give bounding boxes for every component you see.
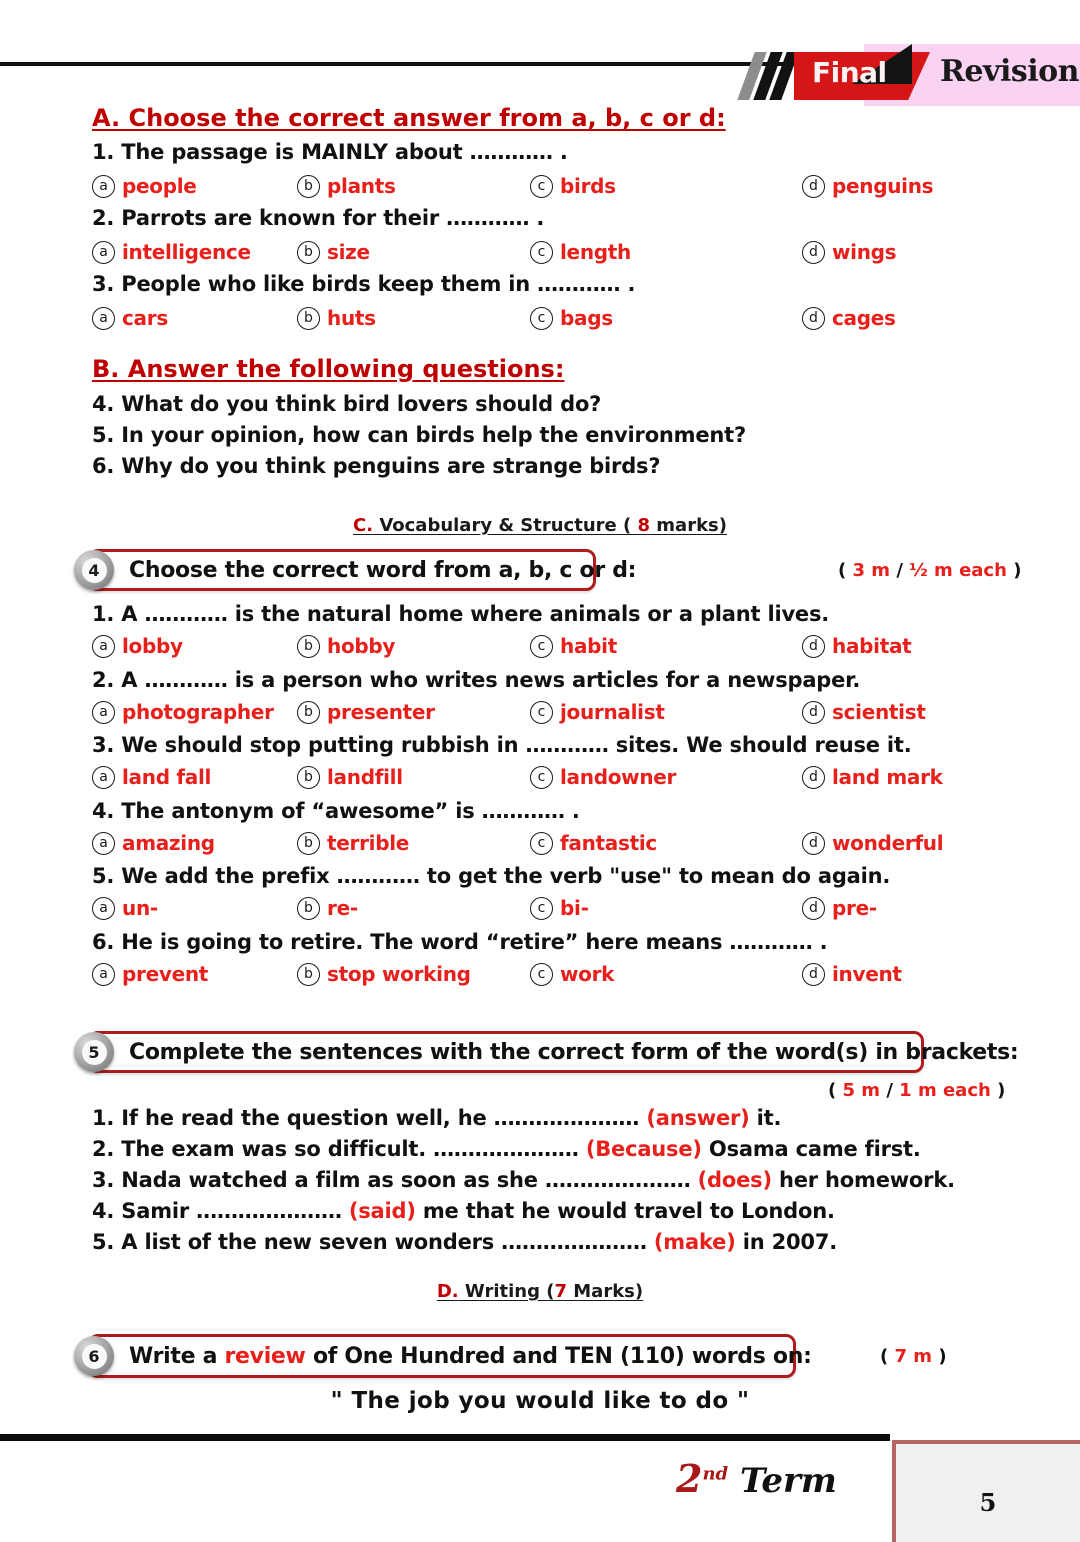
task-5-marks-each: 1 m each bbox=[899, 1080, 991, 1101]
option-marker-d: d bbox=[802, 766, 825, 789]
reading-question-1-options bbox=[92, 174, 1022, 204]
option-label-b: presenter bbox=[327, 700, 435, 724]
task-6-number-badge bbox=[74, 1336, 114, 1376]
bracket-sentence-4 bbox=[92, 1199, 835, 1223]
task-6-marks-total: 7 m bbox=[894, 1346, 933, 1367]
option-d[interactable] bbox=[802, 962, 902, 986]
section-c-marks: 8 bbox=[637, 515, 651, 536]
option-c[interactable] bbox=[530, 174, 616, 198]
section-b-heading: B. Answer the following questions: bbox=[92, 355, 565, 383]
option-label-c: landowner bbox=[560, 765, 677, 789]
bracket-sentence-2-word: (Because) bbox=[585, 1137, 702, 1161]
option-marker-b: b bbox=[297, 635, 320, 658]
reading-question-2-options bbox=[92, 240, 1022, 270]
option-b[interactable] bbox=[297, 831, 409, 855]
bracket-sentence-5-word: (make) bbox=[653, 1230, 736, 1254]
vocab-item-1-stem: 1. A ………… is the natural home where animals or a plant lives. bbox=[92, 602, 830, 626]
option-marker-d: d bbox=[802, 175, 825, 198]
option-label-d: pre- bbox=[832, 896, 877, 920]
option-label-a: intelligence bbox=[122, 240, 251, 264]
option-marker-c: c bbox=[530, 963, 553, 986]
bracket-sentence-1-pre: 1. If he read the question well, he ………………… bbox=[92, 1106, 647, 1130]
option-label-c: birds bbox=[560, 174, 616, 198]
vocab-item-4-options bbox=[92, 831, 1022, 861]
option-label-a: amazing bbox=[122, 831, 215, 855]
option-marker-d: d bbox=[802, 307, 825, 330]
bracket-sentence-3 bbox=[92, 1168, 955, 1192]
task-4-marks-open: ( bbox=[838, 560, 853, 581]
option-d[interactable] bbox=[802, 700, 926, 724]
section-d-title: Writing ( bbox=[458, 1281, 555, 1302]
bracket-sentence-5 bbox=[92, 1230, 837, 1254]
option-label-c: work bbox=[560, 962, 615, 986]
vocab-item-2-stem: 2. A ………… is a person who writes news articles for a newspaper. bbox=[92, 668, 861, 692]
task-6-header-box[interactable] bbox=[88, 1334, 812, 1378]
section-d-letter: D. bbox=[436, 1281, 459, 1302]
section-a-heading: A. Choose the correct answer from a, b, c or d: bbox=[92, 104, 726, 132]
option-b[interactable] bbox=[297, 306, 376, 330]
reading-question-3-stem: 3. People who like birds keep them in ………… . bbox=[92, 272, 636, 296]
option-marker-c: c bbox=[530, 766, 553, 789]
option-d[interactable] bbox=[802, 240, 896, 264]
bracket-sentence-4-post: me that he would travel to London. bbox=[415, 1199, 835, 1223]
option-label-d: scientist bbox=[832, 700, 926, 724]
option-marker-c: c bbox=[530, 897, 553, 920]
option-marker-d: d bbox=[802, 963, 825, 986]
option-label-c: fantastic bbox=[560, 831, 657, 855]
option-marker-a: a bbox=[92, 766, 115, 789]
option-label-a: un- bbox=[122, 896, 158, 920]
option-marker-a: a bbox=[92, 175, 115, 198]
vocab-item-6-stem: 6. He is going to retire. The word “retire” here means ………… . bbox=[92, 930, 828, 954]
option-label-a: lobby bbox=[122, 634, 183, 658]
option-marker-b: b bbox=[297, 963, 320, 986]
option-a[interactable] bbox=[92, 896, 158, 920]
reading-question-1-stem: 1. The passage is MAINLY about ………… . bbox=[92, 140, 568, 164]
option-marker-b: b bbox=[297, 701, 320, 724]
option-b[interactable] bbox=[297, 896, 358, 920]
option-marker-b: b bbox=[297, 832, 320, 855]
option-label-d: wonderful bbox=[832, 831, 944, 855]
task-5-title: Complete the sentences with the correct form of the word(s) in brackets: bbox=[129, 1039, 1019, 1065]
bracket-sentence-1-word: (answer) bbox=[646, 1106, 750, 1130]
page-number: 5 bbox=[979, 1487, 997, 1517]
task-5-marks-close: ) bbox=[990, 1080, 1006, 1101]
option-c[interactable] bbox=[530, 831, 657, 855]
option-marker-d: d bbox=[802, 832, 825, 855]
option-a[interactable] bbox=[92, 700, 274, 724]
task-6-title-keyword: review bbox=[224, 1343, 306, 1369]
option-label-d: penguins bbox=[832, 174, 934, 198]
task-4-title: Choose the correct word from a, b, c or d: bbox=[129, 557, 637, 583]
task-5-number: 5 bbox=[82, 1040, 107, 1065]
task-4-marks-total: 3 m bbox=[852, 560, 891, 581]
option-label-b: huts bbox=[327, 306, 376, 330]
option-c[interactable] bbox=[530, 306, 613, 330]
bracket-sentence-5-pre: 5. A list of the new seven wonders ………………… bbox=[92, 1230, 654, 1254]
task-5-number-badge bbox=[74, 1032, 114, 1072]
option-marker-c: c bbox=[530, 832, 553, 855]
option-marker-a: a bbox=[92, 635, 115, 658]
option-label-c: journalist bbox=[560, 700, 665, 724]
section-c-letter: C. bbox=[352, 515, 374, 536]
bracket-sentence-1 bbox=[92, 1106, 781, 1130]
task-5-marks bbox=[828, 1080, 1005, 1101]
option-b[interactable] bbox=[297, 765, 403, 789]
bracket-sentence-4-word: (said) bbox=[348, 1199, 416, 1223]
section-d-marks: 7 bbox=[554, 1281, 567, 1302]
option-marker-c: c bbox=[530, 175, 553, 198]
section-c-marks-suffix: marks) bbox=[650, 515, 727, 536]
bracket-sentence-2-post: Osama came first. bbox=[701, 1137, 921, 1161]
task-6-marks-open: ( bbox=[880, 1346, 895, 1367]
option-d[interactable] bbox=[802, 174, 933, 198]
option-label-a: photographer bbox=[122, 700, 274, 724]
option-d[interactable] bbox=[802, 634, 911, 658]
bracket-sentence-2-pre: 2. The exam was so difficult. ………………… bbox=[92, 1137, 586, 1161]
option-label-b: hobby bbox=[327, 634, 396, 658]
option-d[interactable] bbox=[802, 306, 896, 330]
section-d-marks-suffix: Marks) bbox=[567, 1281, 644, 1302]
option-label-a: people bbox=[122, 174, 197, 198]
answer-question-4: 4. What do you think bird lovers should do? bbox=[92, 392, 602, 416]
vocab-item-6-options bbox=[92, 962, 1022, 992]
banner-revision-label: Revision bbox=[940, 54, 1079, 89]
option-b[interactable] bbox=[297, 634, 395, 658]
option-b[interactable] bbox=[297, 240, 370, 264]
option-a[interactable] bbox=[92, 765, 211, 789]
option-marker-c: c bbox=[530, 307, 553, 330]
option-label-c: bi- bbox=[560, 896, 589, 920]
option-marker-c: c bbox=[530, 241, 553, 264]
option-marker-a: a bbox=[92, 963, 115, 986]
header-divider-rule bbox=[0, 62, 864, 66]
task-5-marks-open: ( bbox=[828, 1080, 843, 1101]
term-number: 2 bbox=[676, 1456, 703, 1501]
option-marker-a: a bbox=[92, 897, 115, 920]
section-c-heading bbox=[0, 515, 1080, 536]
option-a[interactable] bbox=[92, 174, 197, 198]
reading-question-3-options bbox=[92, 306, 1022, 336]
option-c[interactable] bbox=[530, 962, 614, 986]
vocab-item-3-options bbox=[92, 765, 1022, 795]
section-d-heading bbox=[0, 1281, 1080, 1302]
term-label bbox=[676, 1456, 837, 1501]
option-marker-b: b bbox=[297, 175, 320, 198]
task-6-number: 6 bbox=[82, 1344, 107, 1369]
option-label-d: land mark bbox=[832, 765, 943, 789]
option-c[interactable] bbox=[530, 634, 617, 658]
vocab-item-3-stem: 3. We should stop putting rubbish in ………… sites. We should reuse it. bbox=[92, 733, 912, 757]
answer-question-5: 5. In your opinion, how can birds help the environment? bbox=[92, 423, 746, 447]
option-marker-a: a bbox=[92, 307, 115, 330]
option-c[interactable] bbox=[530, 240, 631, 264]
option-a[interactable] bbox=[92, 962, 208, 986]
option-marker-a: a bbox=[92, 832, 115, 855]
option-d[interactable] bbox=[802, 896, 877, 920]
option-marker-d: d bbox=[802, 241, 825, 264]
bracket-sentence-3-word: (does) bbox=[697, 1168, 772, 1192]
bracket-sentence-3-post: her homework. bbox=[771, 1168, 955, 1192]
vocab-item-5-stem: 5. We add the prefix ………… to get the verb "use" to mean do again. bbox=[92, 864, 891, 888]
task-4-header-box[interactable] bbox=[88, 549, 637, 591]
reading-question-2-stem: 2. Parrots are known for their ………… . bbox=[92, 206, 545, 230]
option-marker-c: c bbox=[530, 635, 553, 658]
option-label-d: invent bbox=[832, 962, 902, 986]
option-marker-b: b bbox=[297, 766, 320, 789]
option-label-d: wings bbox=[832, 240, 897, 264]
task-4-number-badge bbox=[74, 550, 114, 590]
option-d[interactable] bbox=[802, 765, 943, 789]
option-a[interactable] bbox=[92, 240, 251, 264]
bracket-sentence-2 bbox=[92, 1137, 921, 1161]
option-marker-c: c bbox=[530, 701, 553, 724]
task-4-marks-each: ½ m each bbox=[909, 560, 1007, 581]
vocab-item-5-options bbox=[92, 896, 1022, 926]
option-b[interactable] bbox=[297, 174, 396, 198]
option-marker-a: a bbox=[92, 241, 115, 264]
bracket-sentence-1-post: it. bbox=[749, 1106, 782, 1130]
term-word: Term bbox=[739, 1461, 837, 1501]
option-b[interactable] bbox=[297, 700, 435, 724]
option-label-a: land fall bbox=[122, 765, 212, 789]
task-4-marks-sep: / bbox=[890, 560, 910, 581]
option-a[interactable] bbox=[92, 306, 168, 330]
option-a[interactable] bbox=[92, 634, 183, 658]
task-6-title bbox=[129, 1344, 812, 1369]
task-5-marks-sep: / bbox=[880, 1080, 900, 1101]
option-label-b: stop working bbox=[327, 962, 471, 986]
task-5-marks-total: 5 m bbox=[842, 1080, 881, 1101]
option-label-b: landfill bbox=[327, 765, 403, 789]
option-c[interactable] bbox=[530, 765, 676, 789]
answer-question-6: 6. Why do you think penguins are strange birds? bbox=[92, 454, 661, 478]
option-a[interactable] bbox=[92, 831, 215, 855]
task-4-number: 4 bbox=[82, 558, 107, 583]
bracket-sentence-4-pre: 4. Samir ………………… bbox=[92, 1199, 349, 1223]
option-label-d: habitat bbox=[832, 634, 912, 658]
task-6-title-post: of One Hundred and TEN (110) words on: bbox=[305, 1343, 812, 1369]
banner-final-label: Final bbox=[812, 56, 887, 89]
option-marker-b: b bbox=[297, 307, 320, 330]
option-b[interactable] bbox=[297, 962, 471, 986]
option-label-b: size bbox=[327, 240, 370, 264]
option-label-c: habit bbox=[560, 634, 617, 658]
option-label-b: re- bbox=[327, 896, 358, 920]
option-c[interactable] bbox=[530, 700, 665, 724]
task-4-marks-close: ) bbox=[1006, 560, 1022, 581]
option-label-a: cars bbox=[122, 306, 168, 330]
option-marker-d: d bbox=[802, 701, 825, 724]
vocab-item-4-stem: 4. The antonym of “awesome” is ………… . bbox=[92, 799, 580, 823]
footer-divider-rule bbox=[0, 1434, 890, 1441]
final-revision-banner bbox=[744, 44, 1080, 106]
option-label-a: prevent bbox=[122, 962, 209, 986]
page-number-box bbox=[892, 1440, 1080, 1542]
task-4-marks bbox=[838, 560, 1021, 581]
writing-topic: " The job you would like to do " bbox=[330, 1388, 750, 1414]
option-marker-d: d bbox=[802, 897, 825, 920]
bracket-sentence-5-post: in 2007. bbox=[735, 1230, 838, 1254]
vocab-item-2-options bbox=[92, 700, 1022, 730]
task-6-marks bbox=[880, 1346, 947, 1367]
option-marker-b: b bbox=[297, 241, 320, 264]
option-label-d: cages bbox=[832, 306, 896, 330]
option-label-c: bags bbox=[560, 306, 613, 330]
option-label-c: length bbox=[560, 240, 631, 264]
option-c[interactable] bbox=[530, 896, 589, 920]
option-marker-d: d bbox=[802, 635, 825, 658]
option-marker-b: b bbox=[297, 897, 320, 920]
option-marker-a: a bbox=[92, 701, 115, 724]
vocab-item-1-options bbox=[92, 634, 1022, 664]
task-6-title-pre: Write a bbox=[129, 1343, 225, 1369]
task-5-header-box[interactable] bbox=[88, 1031, 1019, 1073]
option-d[interactable] bbox=[802, 831, 943, 855]
term-ordinal: nd bbox=[702, 1463, 729, 1485]
option-label-b: terrible bbox=[327, 831, 410, 855]
section-c-title: Vocabulary & Structure ( bbox=[373, 515, 638, 536]
task-6-marks-close: ) bbox=[932, 1346, 947, 1367]
option-label-b: plants bbox=[327, 174, 396, 198]
bracket-sentence-3-pre: 3. Nada watched a film as soon as she ………………… bbox=[92, 1168, 698, 1192]
